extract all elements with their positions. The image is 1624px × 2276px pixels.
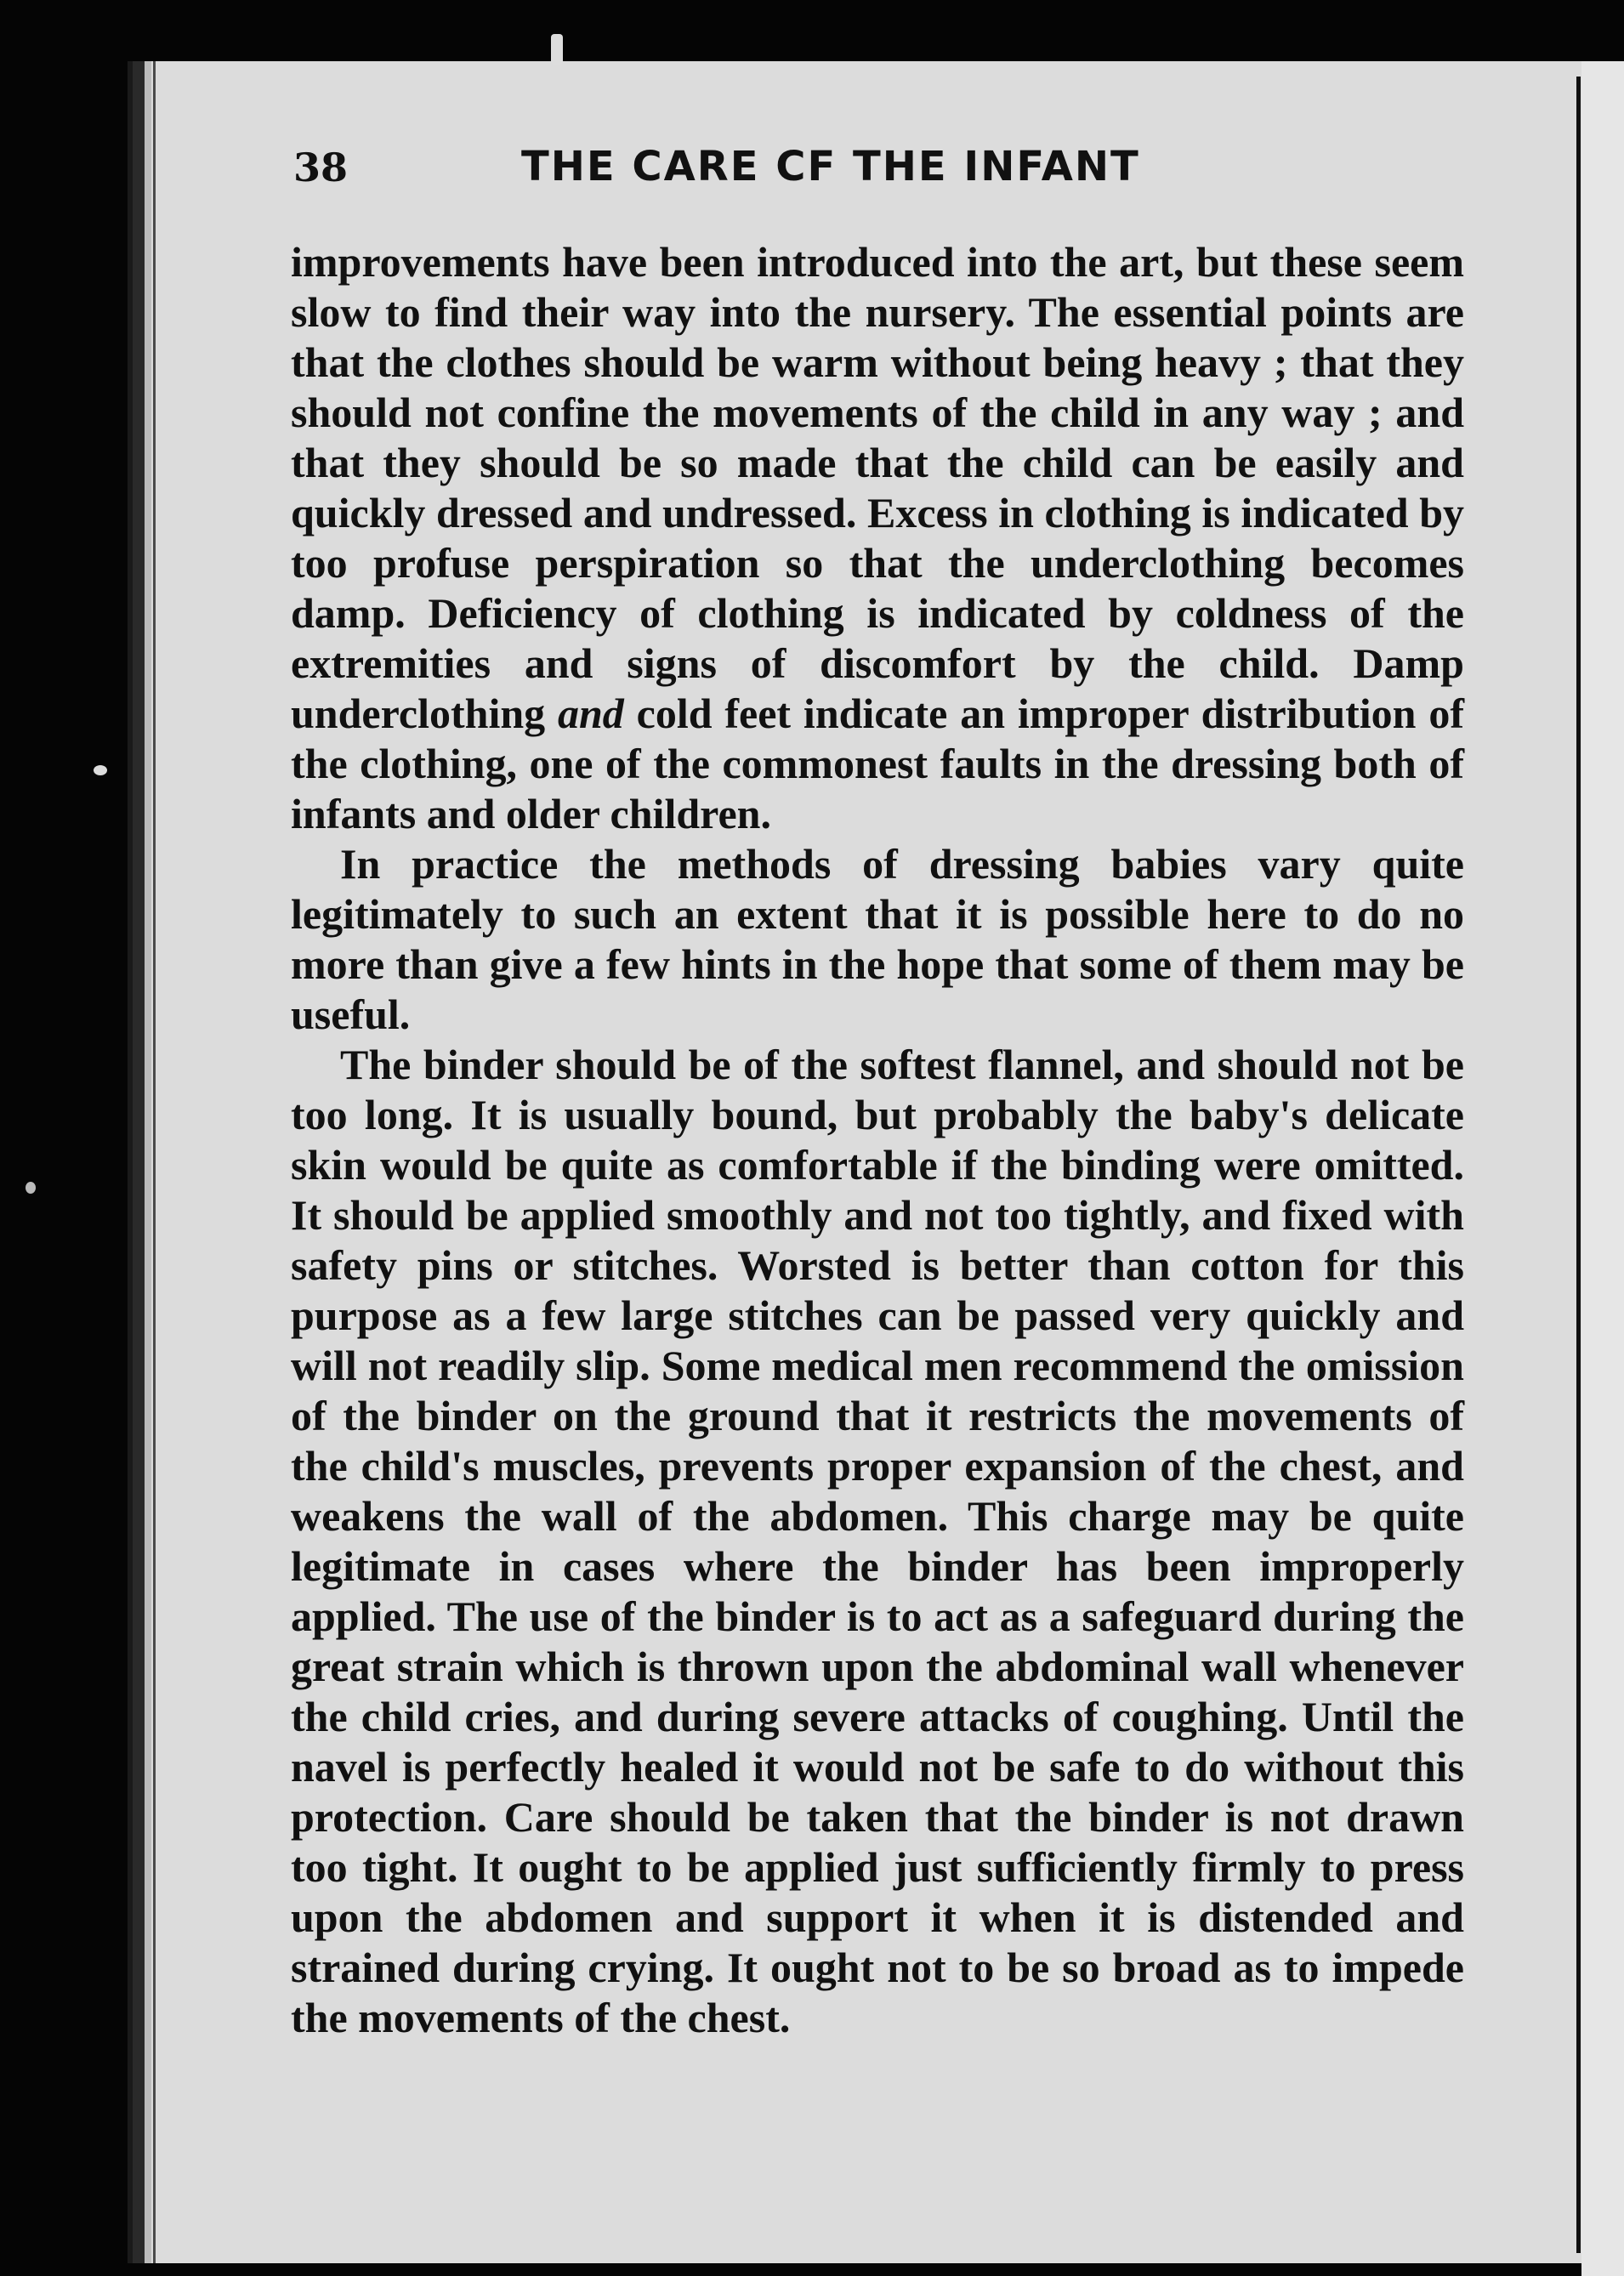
facing-page-edge [1581,61,1624,2276]
scan-speck [94,765,107,775]
facing-page-border [1576,77,1581,2253]
paragraph-1-text-a: improvements have been introduced into the art, but these seem slow to find their way into the nursery. The essential points are that the clothes should be warm without being heavy ; that they should not confine the movements of the child in any way ; and that they should be so made that the child can be easily and quickly dressed and undressed. Excess in clothing is indicated by too profuse perspiration so that the underclothing becomes damp. Deficiency of clothing is indicated by coldness of the extremities and signs of discomfort by the child. Damp underclothing [291,238,1464,737]
page-gutter-line [153,61,156,2263]
page-header [293,136,1467,196]
scan-speck [551,34,563,65]
paragraph-1-emphasis: and [558,690,624,737]
paragraph-1 [291,237,1464,839]
paragraph-3: The binder should be of the softest flannel, and should not be too long. It is usually bound, but probably the baby's delicate skin would be quite as comfortable if the binding were omitted. It should be applied smoothly and not too tightly, and fixed with safety pins or stitches. Worsted is better than cotton for this purpose as a few large stitches can be passed very quickly and will not readily slip. Some medical men recommend the omission of the binder on the ground that it restricts the movements of the child's muscles, prevents proper expansion of the chest, and weakens the wall of the abdomen. This charge may be quite legitimate in cases where the binder has been improperly applied. The use of the binder is to act as a safeguard during the great strain which is thrown upon the abdominal wall whenever the child cries, and during severe attacks of coughing. Until the navel is perfectly healed it would not be safe to do without this protection. Care should be taken that the binder is not drawn too tight. It ought to be applied just sufficiently firmly to press upon the abdomen and support it when it is distended and strained during crying. It ought not to be so broad as to impede the movements of the chest. [291,1041,1464,2041]
paragraph-1-text-b: cold feet indicate an improper distribution of the clothing, one of the commonest faults in the dressing both of infants and older children. [291,690,1464,837]
scan-speck [26,1182,36,1194]
paragraph-2: In practice the methods of dressing babies vary quite legitimately to such an extent that it is possible here to do no more than give a few hints in the hope that some of them may be useful. [291,840,1464,1038]
body-text [291,237,1464,2043]
page-number: 38 [293,145,349,190]
running-title: THE CARE CF THE INFANT [521,143,1140,190]
